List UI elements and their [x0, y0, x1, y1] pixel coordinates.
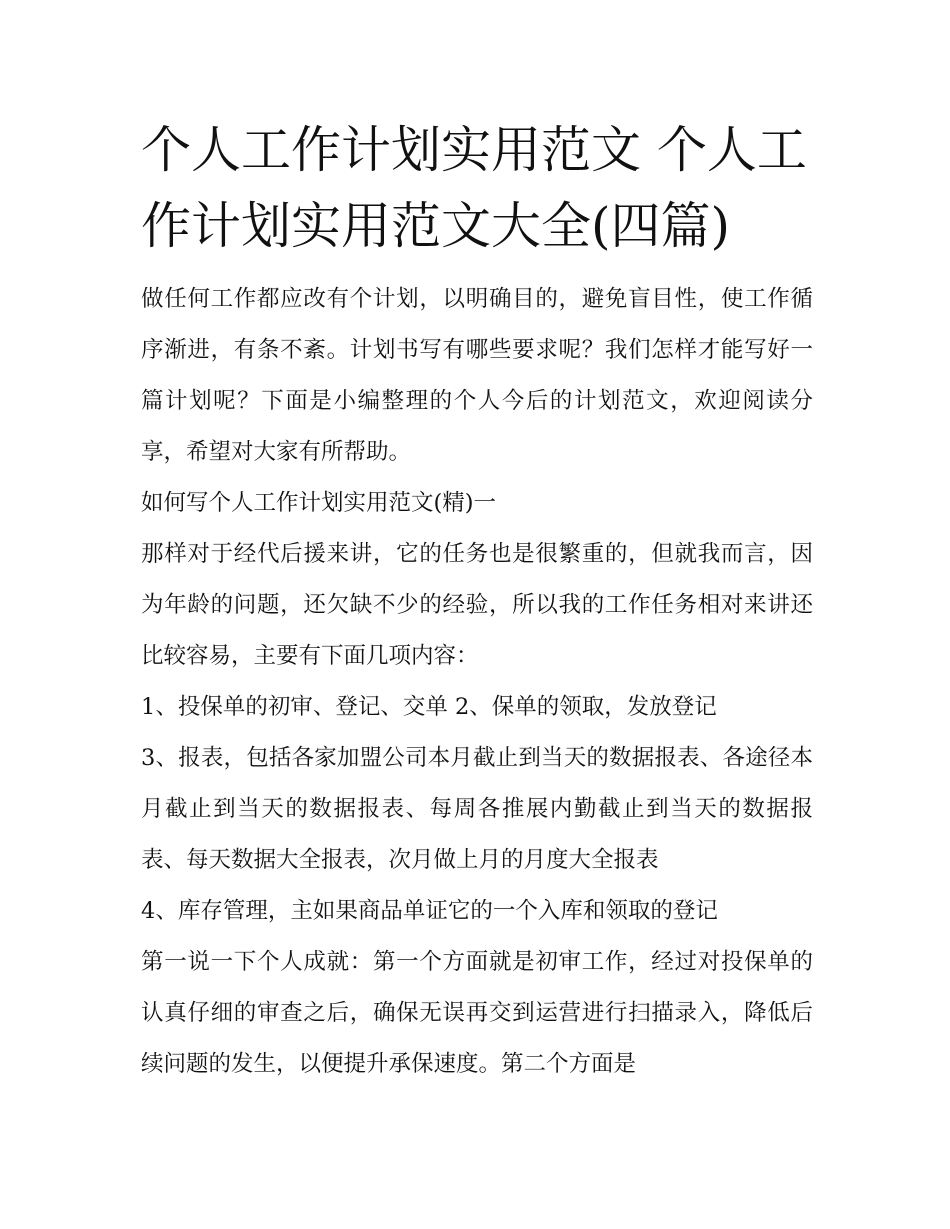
document-title: 个人工作计划实用范文 个人工作计划实用范文大全(四篇)	[141, 121, 807, 255]
body-paragraph: 第一说一下个人成就：第一个方面就是初审工作，经过对投保单的认真仔细的审查之后，确保无误再交到运营进行扫描录入，降低后续问题的发生，以便提升承保速度。第二个方面是	[141, 949, 813, 1077]
document-body	[141, 274, 813, 1090]
task-item: 3、报表，包括各家加盟公司本月截止到当天的数据报表、各途径本月截止到当天的数据报表、每周各推展内勤截止到当天的数据报表、每天数据大全报表，次月做上月的月度大全报表	[141, 745, 813, 873]
body-paragraph: 那样对于经代后援来讲，它的任务也是很繁重的，但就我而言，因为年龄的问题，还欠缺不少的经验，所以我的工作任务相对来讲还比较容易，主要有下面几项内容：	[141, 541, 813, 669]
section-heading: 如何写个人工作计划实用范文(精)一	[141, 490, 497, 516]
document-page	[141, 112, 813, 1090]
intro-paragraph: 做任何工作都应改有个计划，以明确目的，避免盲目性，使工作循序渐进，有条不紊。计划书写有哪些要求呢？我们怎样才能写好一篇计划呢？下面是小编整理的个人今后的计划范文，欢迎阅读分享，希望对大家有所帮助。	[141, 286, 813, 465]
task-item: 4、库存管理，主如果商品单证它的一个入库和领取的登记	[141, 898, 718, 924]
task-item: 1、投保单的初审、登记、交单 2、保单的领取，发放登记	[141, 694, 717, 720]
